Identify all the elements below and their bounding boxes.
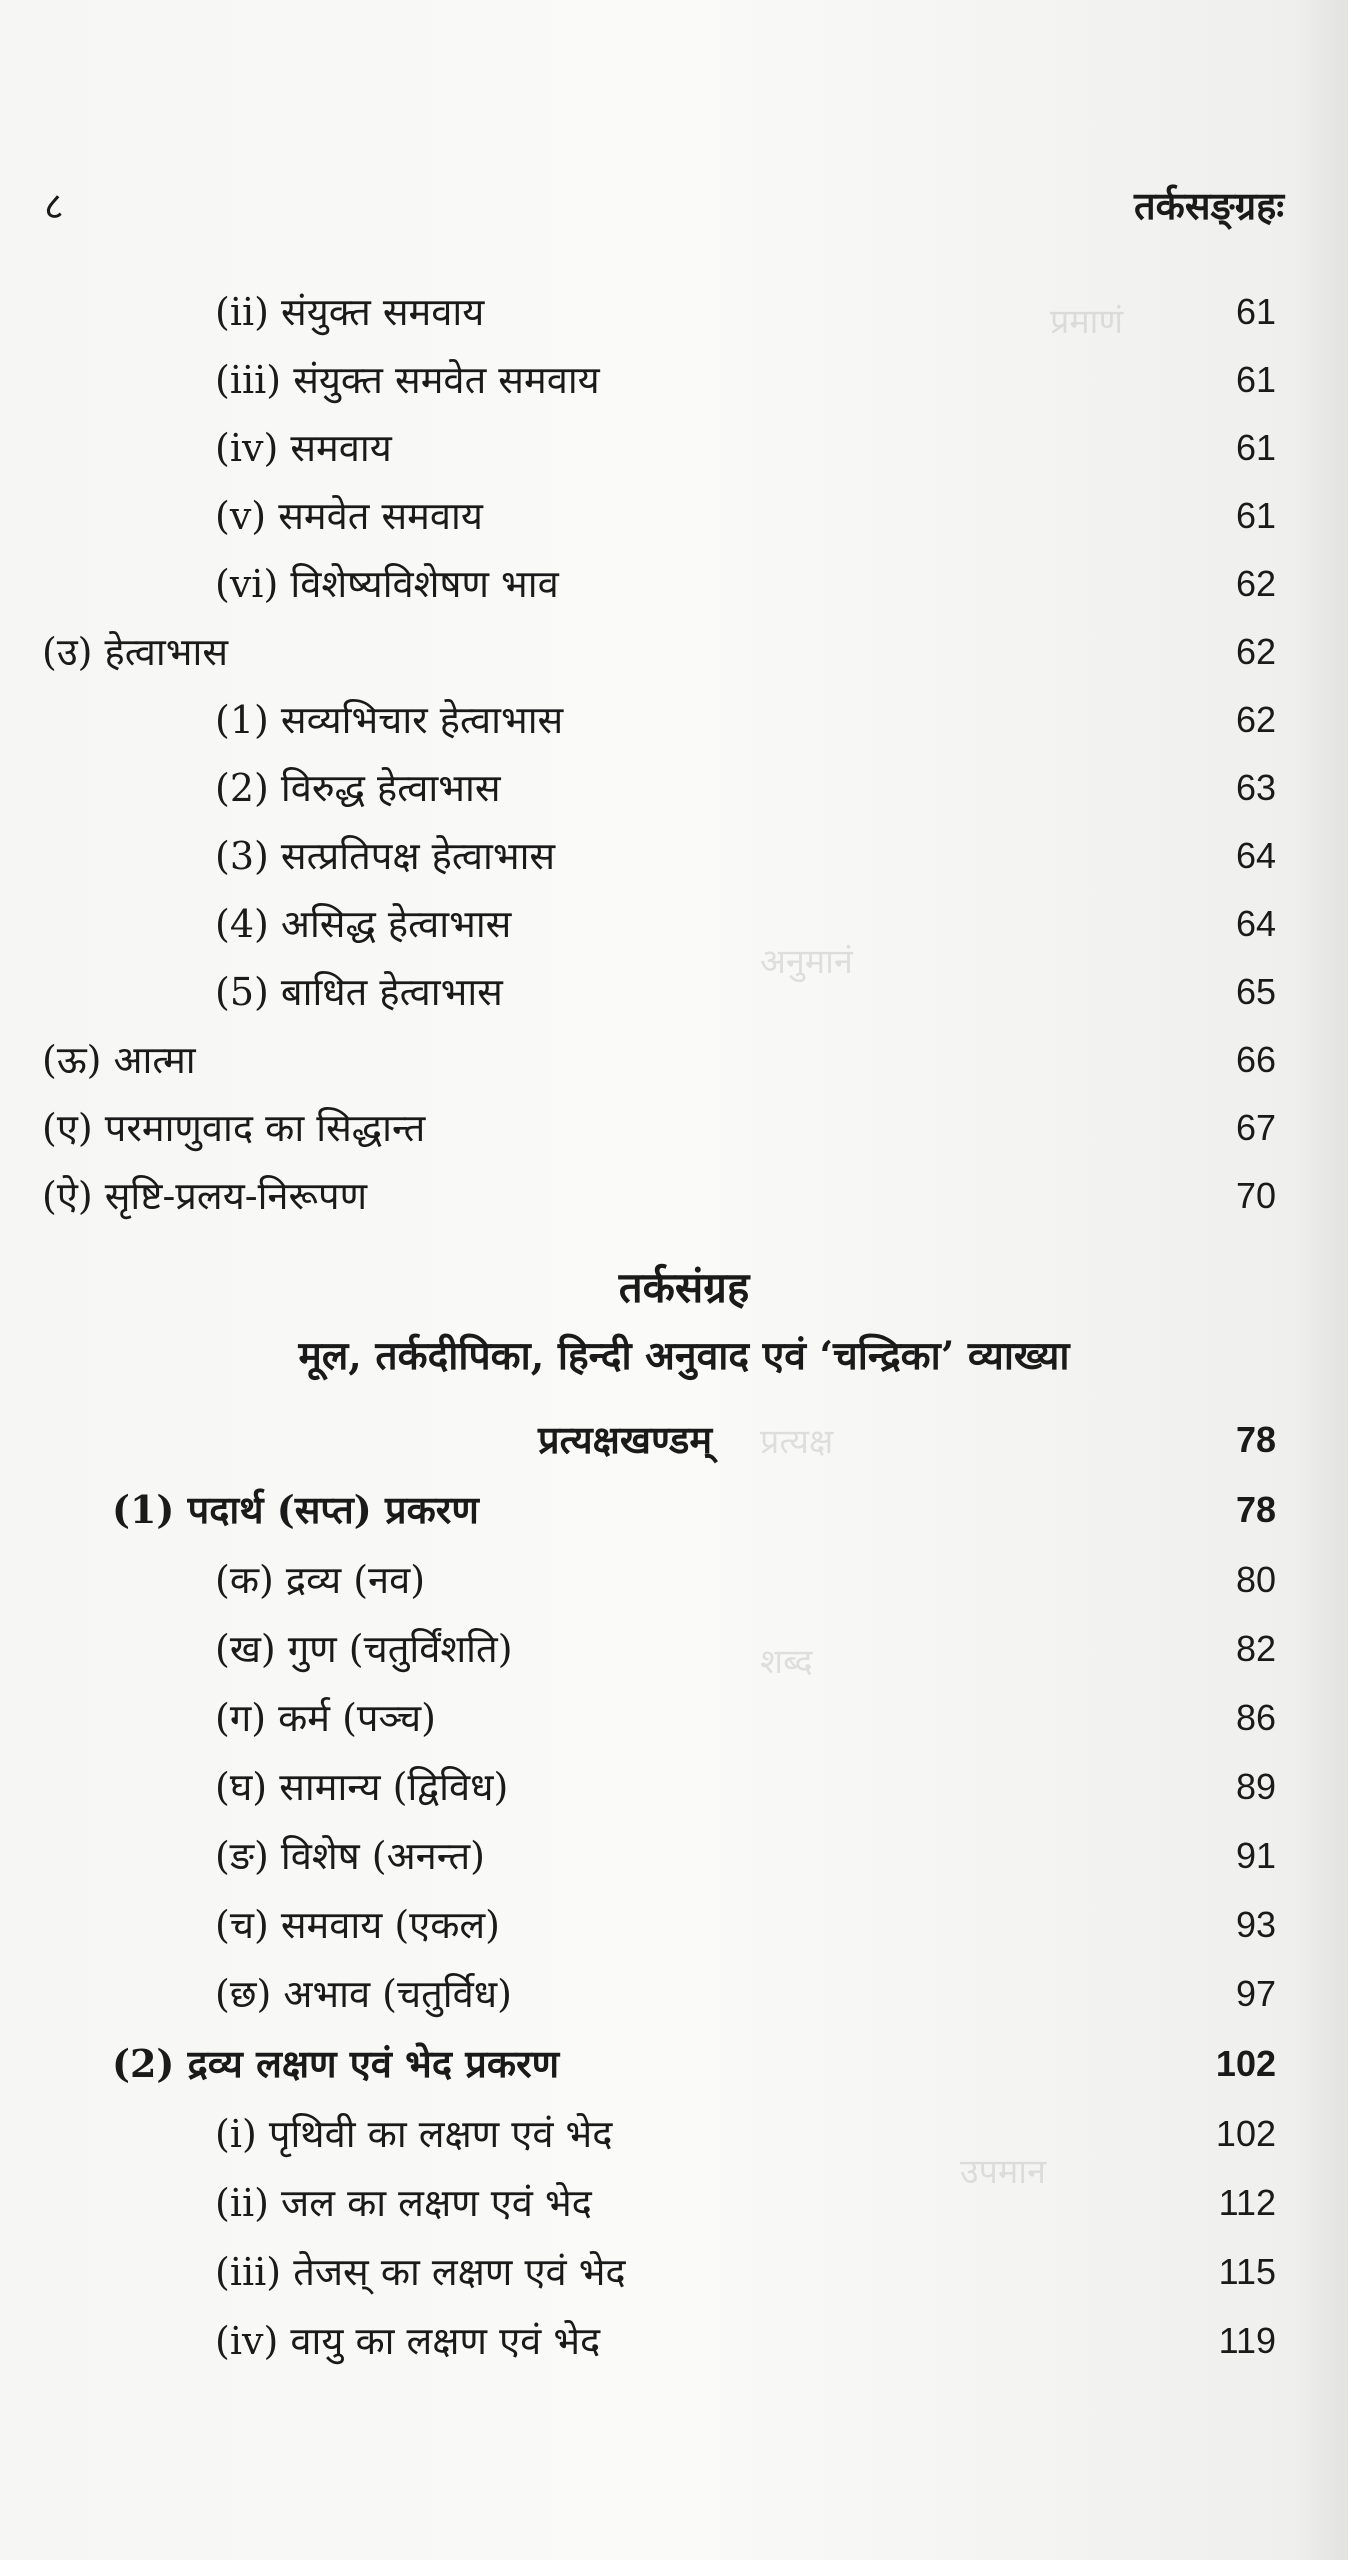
show-through-text: प्रत्यक्ष (760, 1422, 834, 1462)
toc-entry[interactable] (0, 550, 1348, 618)
toc-entry-page: 61 (1235, 495, 1276, 536)
toc-entry[interactable] (0, 1753, 1348, 1821)
running-header-title: तर्कसङ्ग्रहः (1133, 183, 1284, 228)
toc-entry-page: 61 (1235, 427, 1276, 468)
toc-entry[interactable] (0, 346, 1348, 414)
toc-entry[interactable] (0, 2030, 1348, 2098)
toc-entry-label: (5) बाधित हेत्वाभास (215, 970, 503, 1014)
toc-entry-label: (छ) अभाव (चतुर्विध) (215, 1972, 512, 2016)
toc-entry[interactable] (0, 958, 1348, 1026)
section-title: तर्कसंग्रह (618, 1263, 750, 1312)
toc-entry[interactable] (0, 2169, 1348, 2237)
toc-entry-page: 70 (1235, 1175, 1276, 1216)
toc-entry-label: (2) द्रव्य लक्षण एवं भेद प्रकरण (112, 2041, 560, 2086)
toc-entry-label: (iv) वायु का लक्षण एवं भेद (215, 2319, 601, 2363)
toc-entry-label: (vi) विशेष्यविशेषण भाव (215, 562, 559, 606)
toc-entry[interactable] (0, 618, 1348, 686)
toc-entry[interactable] (0, 278, 1348, 346)
toc-entry-page: 93 (1235, 1904, 1276, 1945)
toc-entry-label: (ऊ) आत्मा (42, 1038, 196, 1082)
toc-entry-page: 80 (1235, 1559, 1276, 1600)
toc-entry[interactable] (0, 1026, 1348, 1094)
toc-entry-label: (उ) हेत्वाभास (42, 630, 229, 674)
show-through-text: अनुमानं (760, 942, 853, 982)
toc-entry-page: 63 (1235, 767, 1276, 808)
toc-entry-page: 64 (1235, 835, 1276, 876)
toc-entry-page: 62 (1235, 631, 1276, 672)
section-subtitle: मूल, तर्कदीपिका, हिन्दी अनुवाद एवं ‘चन्द्रिका’ व्याख्या (298, 1333, 1070, 1379)
toc-entry-page: 61 (1235, 359, 1276, 400)
toc-entry[interactable] (0, 1094, 1348, 1162)
toc-entry-page: 102 (1215, 2043, 1276, 2084)
toc-entry[interactable] (0, 1960, 1348, 2028)
toc-entry-label: (v) समवेत समवाय (215, 494, 483, 538)
toc-entry-label: (ए) परमाणुवाद का सिद्धान्त (42, 1106, 426, 1150)
page-number: ८ (44, 184, 64, 228)
toc-entry-label: (क) द्रव्य (नव) (215, 1558, 426, 1602)
toc-entry-page: 112 (1218, 2182, 1276, 2223)
toc-entry[interactable] (0, 1684, 1348, 1752)
toc-entry-label: (iv) समवाय (215, 426, 392, 470)
toc-entry[interactable] (0, 2100, 1348, 2168)
toc-entry-label: प्रत्यक्षखण्डम् (538, 1417, 713, 1462)
toc-entry[interactable] (0, 1822, 1348, 1890)
toc-entry-page: 61 (1235, 291, 1276, 332)
toc-entry-label: (1) सव्यभिचार हेत्वाभास (215, 698, 564, 742)
toc-entry-label: (1) पदार्थ (सप्त) प्रकरण (112, 1487, 479, 1532)
toc-entry-label: (घ) सामान्य (द्विविध) (215, 1765, 509, 1809)
toc-entry-page: 66 (1235, 1039, 1276, 1080)
toc-entry-page: 89 (1235, 1766, 1276, 1807)
toc-entry-label: (च) समवाय (एकल) (215, 1903, 500, 1947)
toc-entry-label: (ग) कर्म (पञ्च) (215, 1696, 436, 1740)
toc-entry-page: 64 (1235, 903, 1276, 944)
toc-entry-page: 119 (1218, 2320, 1276, 2361)
show-through-text: प्रमाणं (1050, 302, 1124, 342)
toc-entry-page: 97 (1235, 1973, 1276, 2014)
toc-entry[interactable] (0, 686, 1348, 754)
toc-entry[interactable] (0, 822, 1348, 890)
toc-entry[interactable] (0, 414, 1348, 482)
toc-entry[interactable] (0, 482, 1348, 550)
toc-entry-page: 65 (1235, 971, 1276, 1012)
toc-entry-label: (ii) जल का लक्षण एवं भेद (215, 2181, 592, 2225)
toc-entry-label: (3) सत्प्रतिपक्ष हेत्वाभास (215, 834, 556, 878)
toc-entry-label: (ङ) विशेष (अनन्त) (215, 1834, 485, 1878)
toc-entry-label: (4) असिद्ध हेत्वाभास (215, 902, 512, 946)
show-through-text: शब्द (760, 1642, 813, 1682)
toc-entry[interactable] (0, 2307, 1348, 2375)
toc-entry-page: 62 (1235, 563, 1276, 604)
toc-entry-page: 78 (1235, 1489, 1276, 1530)
toc-entry[interactable] (0, 1162, 1348, 1230)
toc-entry-page: 86 (1235, 1697, 1276, 1738)
toc-entry[interactable] (0, 1476, 1348, 1544)
toc-entry-page: 102 (1215, 2113, 1276, 2154)
toc-entry[interactable] (0, 1615, 1348, 1683)
toc-entry[interactable] (0, 1406, 1348, 1474)
toc-entry[interactable] (0, 2238, 1348, 2306)
toc-entry-label: (i) पृथिवी का लक्षण एवं भेद (215, 2112, 613, 2156)
toc-entry-label: (iii) तेजस् का लक्षण एवं भेद (215, 2250, 626, 2294)
toc-entry-page: 67 (1235, 1107, 1276, 1148)
toc-entry-label: (iii) संयुक्त समवेत समवाय (215, 358, 600, 402)
toc-entry-page: 78 (1235, 1419, 1276, 1460)
toc-entry-label: (ii) संयुक्त समवाय (215, 290, 485, 334)
toc-entry-label: (ऐ) सृष्टि-प्रलय-निरूपण (42, 1174, 368, 1218)
toc-entry-page: 82 (1235, 1628, 1276, 1669)
toc-entry-page: 115 (1218, 2251, 1276, 2292)
toc-entry-page: 62 (1235, 699, 1276, 740)
toc-entry[interactable] (0, 754, 1348, 822)
toc-entry-label: (2) विरुद्ध हेत्वाभास (215, 766, 501, 810)
toc-entry-label: (ख) गुण (चतुर्विंशति) (215, 1627, 513, 1671)
toc-entry[interactable] (0, 890, 1348, 958)
toc-entry[interactable] (0, 1546, 1348, 1614)
toc-entry-page: 91 (1235, 1835, 1276, 1876)
show-through-text: उपमान (960, 2152, 1046, 2192)
toc-entry[interactable] (0, 1891, 1348, 1959)
